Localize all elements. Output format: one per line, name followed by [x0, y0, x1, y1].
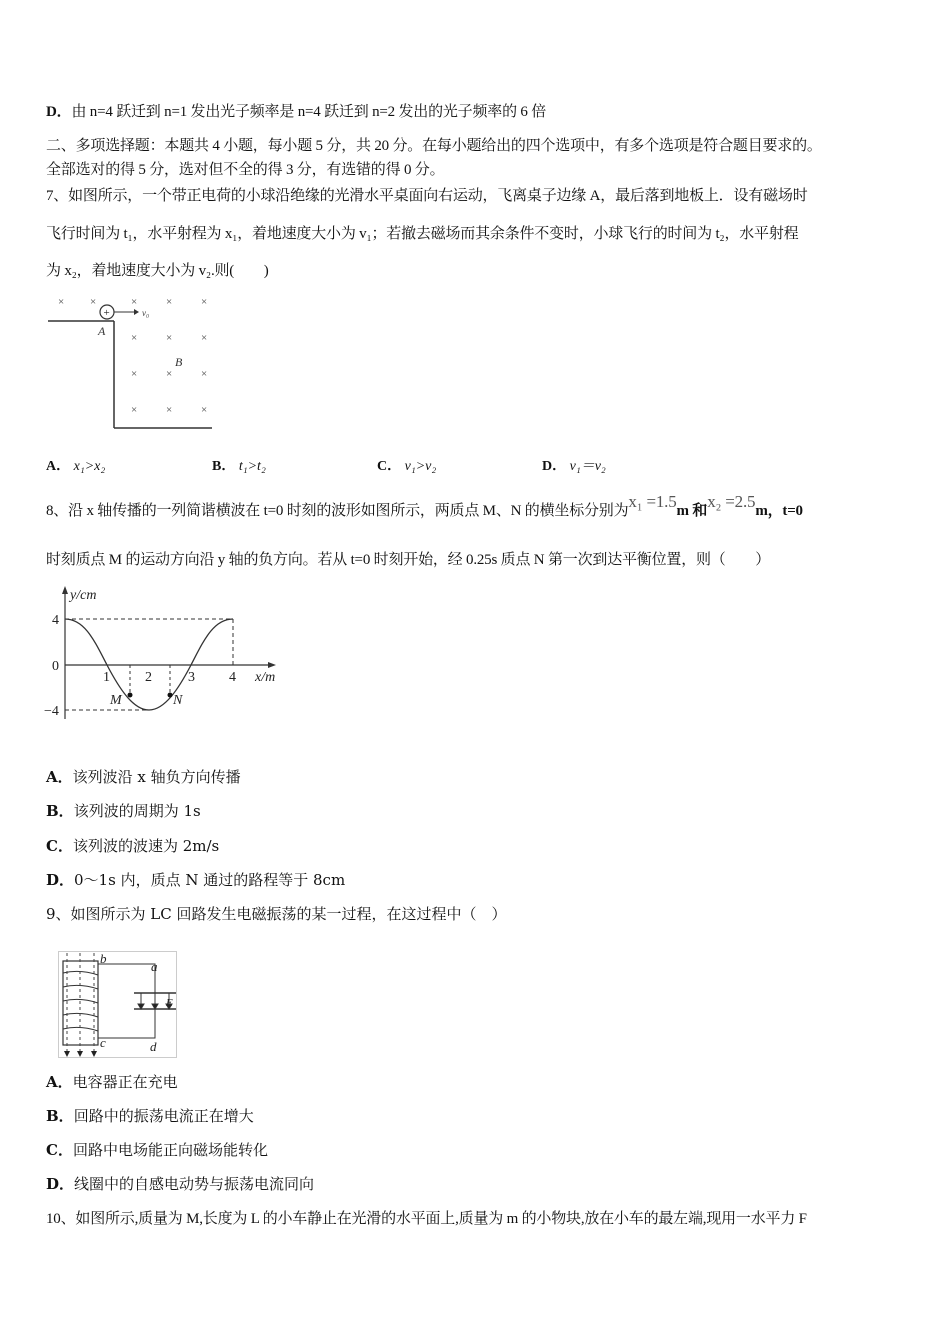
q9-lc-circuit-figure [58, 951, 178, 1061]
svg-text:c: c [100, 1035, 106, 1050]
q9-option-d[interactable]: D．线圈中的自感电动势与振荡电流同向 [46, 1175, 315, 1193]
q6-option-d [46, 102, 546, 122]
svg-text:×: × [166, 404, 173, 416]
q7-option-d[interactable]: D． v₁＝v₂ [542, 459, 606, 474]
q8-stem-line2: 时刻质点 M 的运动方向沿 y 轴的负方向。若从 t=0 时刻开始，经 0.25s 质点 N 第一次到达平衡位置，则（ ） [46, 552, 770, 568]
x-axis-arrow-icon [268, 662, 276, 668]
q8-option-d[interactable]: D．0～1s 内，质点 N 通过的路程等于 8cm [46, 871, 346, 889]
svg-text:v₀: v₀ [142, 308, 150, 318]
q9-option-b[interactable]: B．回路中的振荡电流正在增大 [46, 1107, 254, 1125]
q9-option-a[interactable]: A．电容器正在充电 [46, 1073, 178, 1091]
svg-text:×: × [166, 296, 173, 308]
svg-text:4: 4 [229, 670, 236, 685]
section-header-line2: 全部选对的得 5 分，选对但不全的得 3 分，有选错的得 0 分。 [46, 162, 445, 178]
svg-text:0: 0 [52, 659, 59, 674]
svg-text:×: × [58, 296, 65, 308]
svg-text:3: 3 [188, 670, 195, 685]
formula-x1: x₁ =1.5 [628, 492, 677, 511]
svg-text:M: M [110, 693, 122, 708]
svg-text:×: × [201, 332, 208, 344]
velocity-arrow-icon [134, 309, 139, 315]
svg-text:2: 2 [145, 670, 152, 685]
option-text: 由 n=4 跃迁到 n=1 发出光子频率是 n=4 跃迁到 n=2 发出的光子频率的 6 倍 [71, 104, 547, 120]
q8-stem-line1: 8、沿 x 轴传播的一列简谐横波在 t=0 时刻的波形如图所示，两质点 M、N 的横坐标分别为x₁ =1.5m 和x₂ =2.5m，t=0 [46, 492, 803, 519]
svg-text:×: × [166, 368, 173, 380]
q7-magnetic-field-figure [44, 288, 224, 434]
svg-text:×: × [166, 332, 173, 344]
formula-x2: x₂ =2.5 [707, 492, 756, 511]
svg-text:×: × [131, 332, 138, 344]
svg-text:×: × [131, 404, 138, 416]
magnetic-field-arrows-icon [64, 1051, 97, 1057]
svg-text:×: × [131, 368, 138, 380]
section-header-line1: 二、多项选择题：本题共 4 小题，每小题 5 分，共 20 分。在每小题给出的四个选项中，有多个选项是符合题目要求的。 [46, 138, 822, 154]
svg-text:x/m: x/m [255, 670, 276, 685]
q8-option-c[interactable]: C．该列波的波速为 2m/s [46, 837, 220, 855]
svg-text:×: × [90, 296, 97, 308]
q10-stem-line1: 10、如图所示,质量为 M,长度为 L 的小车静止在光滑的水平面上,质量为 m 的小物块,放在小车的最左端,现用一水平力 F [46, 1211, 807, 1227]
q7-option-c[interactable]: C． v₁>v₂ [377, 459, 437, 474]
svg-text:B: B [175, 355, 183, 369]
svg-text:×: × [201, 404, 208, 416]
svg-text:×: × [201, 368, 208, 380]
q7-stem-line3: 为 x₂，着地速度大小为 v₂.则( ) [46, 263, 269, 279]
option-label: D． [46, 104, 72, 120]
svg-text:1: 1 [103, 670, 110, 685]
svg-text:d: d [150, 1039, 157, 1054]
svg-text:A: A [98, 324, 106, 338]
field-cross-marks [58, 296, 207, 416]
q7-option-a[interactable]: A． x₁>x₂ [46, 459, 106, 474]
svg-text:E: E [166, 997, 173, 1009]
svg-text:y/cm: y/cm [70, 588, 97, 603]
svg-text:4: 4 [52, 613, 59, 628]
q7-option-b[interactable]: B． t₁>t₂ [212, 459, 266, 474]
svg-text:a: a [151, 959, 158, 974]
svg-text:−4: −4 [44, 704, 59, 719]
svg-text:×: × [201, 296, 208, 308]
svg-text:N: N [173, 693, 183, 708]
svg-text:×: × [131, 296, 138, 308]
q7-stem-line1: 7、如图所示，一个带正电荷的小球沿绝缘的光滑水平桌面向右运动，飞离桌子边缘 A，最后落到地板上．设有磁场时 [46, 188, 808, 204]
svg-text:b: b [100, 951, 107, 966]
q8-option-b[interactable]: B．该列波的周期为 1s [46, 802, 201, 820]
point-n [168, 693, 173, 698]
q8-option-a[interactable]: A．该列波沿 x 轴负方向传播 [46, 768, 241, 786]
y-axis-arrow-icon [62, 586, 68, 594]
q9-stem: 9、如图所示为 LC 回路发生电磁振荡的某一过程，在这过程中（ ） [46, 905, 507, 923]
point-m [128, 693, 133, 698]
q7-stem-line2: 飞行时间为 t₁，水平射程为 x₁，着地速度大小为 v₁；若撤去磁场而其余条件不变时，小球飞行的时间为 t₂，水平射程 [46, 226, 799, 242]
svg-text:+: + [103, 307, 110, 319]
q8-wave-graph [40, 582, 300, 722]
q9-option-c[interactable]: C．回路中电场能正向磁场能转化 [46, 1141, 268, 1159]
